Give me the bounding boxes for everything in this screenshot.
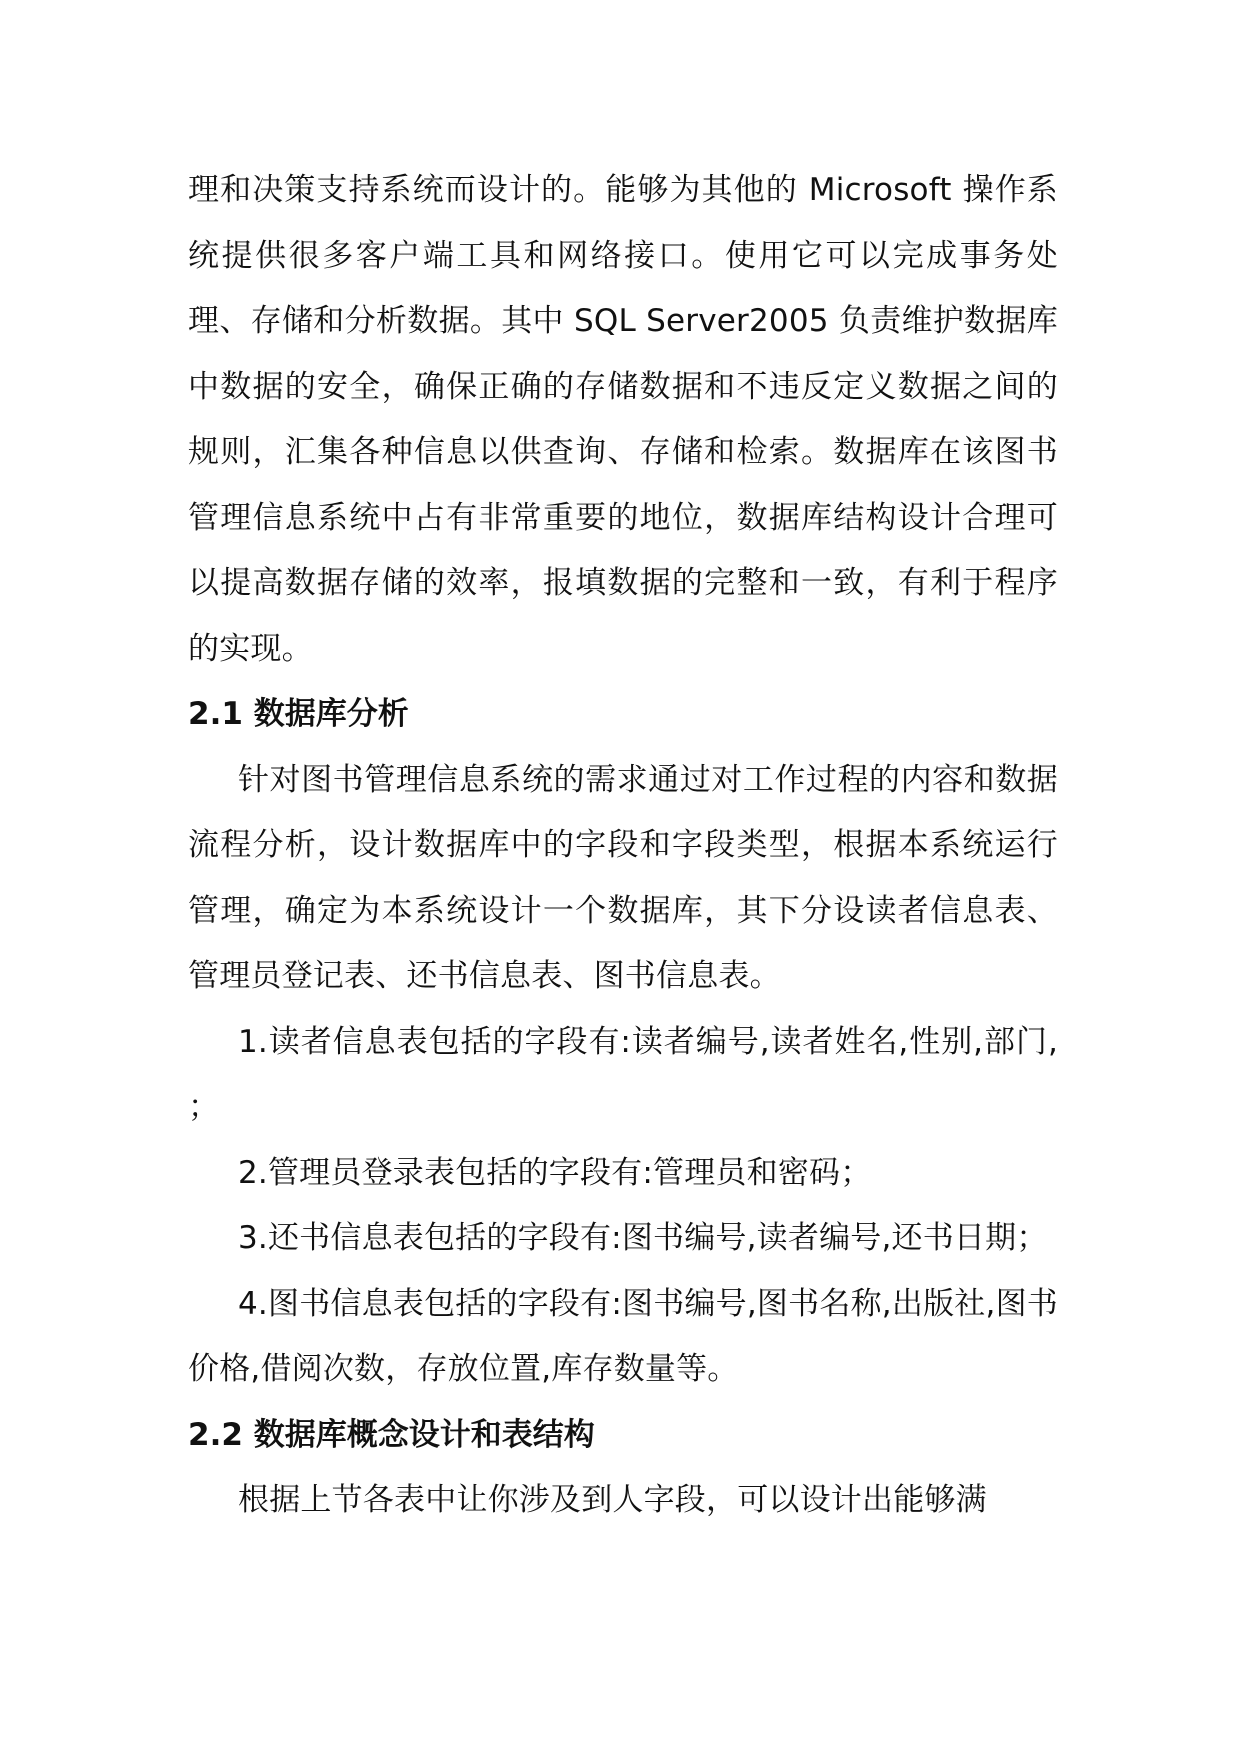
page-content bbox=[188, 158, 1159, 1534]
section-2-2-paragraph: 根据上节各表中让你涉及到人字段，可以设计出能够满 bbox=[238, 1482, 987, 1518]
intro-paragraph: 理和决策支持系统而设计的。能够为其他的 Microsoft 操作系统提供很多客户端工具和网络接口。使用它可以完成事务处理、存储和分析数据。其中 SQL Server2005 负责维护数据库中数据的安全，确保正确的存储数据和不违反定义数据之间的规则，汇集各种信息以供查询、存储和检索。数据库在该图书管理信息系统中占有非常重要的地位，数据库结构设计合理可以提高数据存储的效率，报填数据的完整和一致，有利于程序的实现。 bbox=[188, 172, 1058, 667]
list-item: 1.读者信息表包括的字段有:读者编号,读者姓名,性别,部门, ； bbox=[188, 1023, 1159, 1125]
section-2-1-paragraph: 针对图书管理信息系统的需求通过对工作过程的内容和数据流程分析，设计数据库中的字段和字段类型，根据本系统运行管理，确定为本系统设计一个数据库，其下分设读者信息表、管理员登记表、还书信息表、图书信息表。 bbox=[188, 761, 1058, 994]
list-item: 3.还书信息表包括的字段有:图书编号,读者编号,还书日期； bbox=[238, 1220, 1048, 1256]
section-heading-2-2: 2.2 数据库概念设计和表结构 bbox=[188, 1416, 595, 1453]
list-item: 4.图书信息表包括的字段有:图书编号,图书名称,出版社,图书价格,借阅次数，存放位置,库存数量等。 bbox=[188, 1285, 1058, 1387]
list-item: 2.管理员登录表包括的字段有:管理员和密码； bbox=[238, 1154, 872, 1191]
section-heading-2-1: 2.1 数据库分析 bbox=[188, 696, 409, 732]
